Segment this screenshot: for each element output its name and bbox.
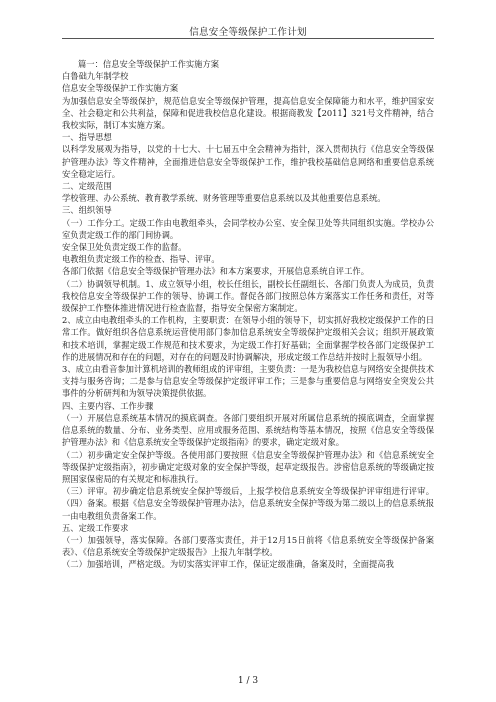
paragraph: 以科学发展观为指导，以党的十七大、十七届五中全会精神为指针，深入贯彻执行《信息安全等级保护管理办法》等文件精神，全面推进信息安全等级保护工作，维护我校基础信息网络和重要信息系统安全稳定运行。 <box>62 144 434 179</box>
document-body <box>62 58 434 571</box>
paragraph: 各部门依据《信息安全等级保护管理办法》和本方案要求，开展信息系统自评工作。 <box>62 266 369 277</box>
paragraph: 3、成立由看音参加计算机培训的教师组成的评审组，主要负责：一是为我校信息与网络安全提供技术支持与服务咨询；二是参与信息安全等级保护定级评审工作；三是参与重要信息与网络安全突发公共事件的分析研判和为领导决策提供依据。 <box>62 364 434 399</box>
section-heading: 一、指导思想 <box>62 132 112 143</box>
paragraph: （一）加强领导，落实保障。各部门要落实责任，并于12月15日前将《信息系统安全等级保护备案表》、《信息系统安全等级保护定级报告》上报九年制学校。 <box>62 534 434 558</box>
paragraph: 安全保卫处负责定级工作的监督。 <box>62 242 187 253</box>
paragraph: 为加强信息安全等级保护，规范信息安全等级保护管理，提高信息安全保障能力和水平，维护国家安全、社会稳定和公共利益，保障和促进我校信息化建设。根据商教发【2011】321号文件精神，结合我校实际，制订本实施方案。 <box>62 95 434 131</box>
school-name: 白鲁础九年制学校 <box>62 71 129 82</box>
paragraph: 学校管理、办公系统、教育教学系统、财务管理等重要信息系统以及其他重要信息系统。 <box>62 193 386 204</box>
page-header-title: 信息安全等级保护工作计划 <box>189 27 307 38</box>
page-indicator: 1 / 3 <box>237 676 259 686</box>
paragraph: 电教组负责定级工作的检查、指导、评审。 <box>62 254 220 265</box>
paragraph: （三）评审。初步确定信息系统安全保护等级后，上报学校信息系统安全等级保护评审组进行评审。（四）备案。根据《信息安全等级保护管理办法》，信息系统安全保护等级为第二级以上的信息系统报一由电教组负责备案工作。 <box>62 486 434 521</box>
article-title: 篇一：信息安全等级保护工作实施方案 <box>78 59 220 69</box>
section-heading: 五、定级工作要求 <box>62 522 129 533</box>
header-divider <box>62 38 434 39</box>
plan-title: 信息安全等级保护工作实施方案 <box>62 83 179 94</box>
paragraph: （二）加强培训，严格定级。为切实落实评审工作，保证定级准确，备案及时，全面提高我 <box>62 559 394 570</box>
section-heading: 二、定级范围 <box>62 181 112 192</box>
paragraph: （一）工作分工。定级工作由电教组牵头，会同学校办公室、安全保卫处等共同组织实施。学校办公室负责定级工作的部门间协调。 <box>62 217 434 240</box>
section-heading: 三、组织领导 <box>62 205 112 216</box>
paragraph: （一）开展信息系统基本情况的摸底调查。各部门要组织开展对所属信息系统的摸底调查，全面掌握信息系统的数量、分布、业务类型、应用或服务范围、系统结构等基本情况，按照《信息安全等级保护管理办法》和《信息系统安全等级保护定级指南》的要求，确定定级对象。 <box>62 412 434 448</box>
paragraph: （二）初步确定安全保护等级。各使用部门要按照《信息安全等级保护管理办法》和《信息系统安全等级保护定级指南》，初步确定定级对象的安全保护等级，起草定级报告。涉密信息系统的等级确定按照国家保密局的有关规定和标准执行。 <box>62 449 434 484</box>
paragraph: 2、成立由电教组牵头的工作机构，主要职责：在领导小组的领导下，切实抓好我校定级保护工作的日常工作。做好组织各信息系统运营使用部门参加信息系统安全等级保护定级相关会议；组织开展政策和技术培训，掌握定级工作规范和技术要求，为定级工作打好基础；全面掌握学校各部门定级保护工作的进展情况和存在的问题，对存在的问题及时协调解决，形成定级工作总结并按时上报领导小组。 <box>62 315 434 362</box>
section-heading: 四、主要内容、工作步骤 <box>62 400 154 411</box>
paragraph: （二）协调领导机制。1、成立领导小组，校长任组长，副校长任副组长、各部门负责人为成员，负责我校信息安全等级保护工作的领导、协调工作。督促各部门按照总体方案落实工作任务和责任，对等级保护工作整体推进情况进行检查监督，指导安全保密方案制定。 <box>62 278 434 314</box>
